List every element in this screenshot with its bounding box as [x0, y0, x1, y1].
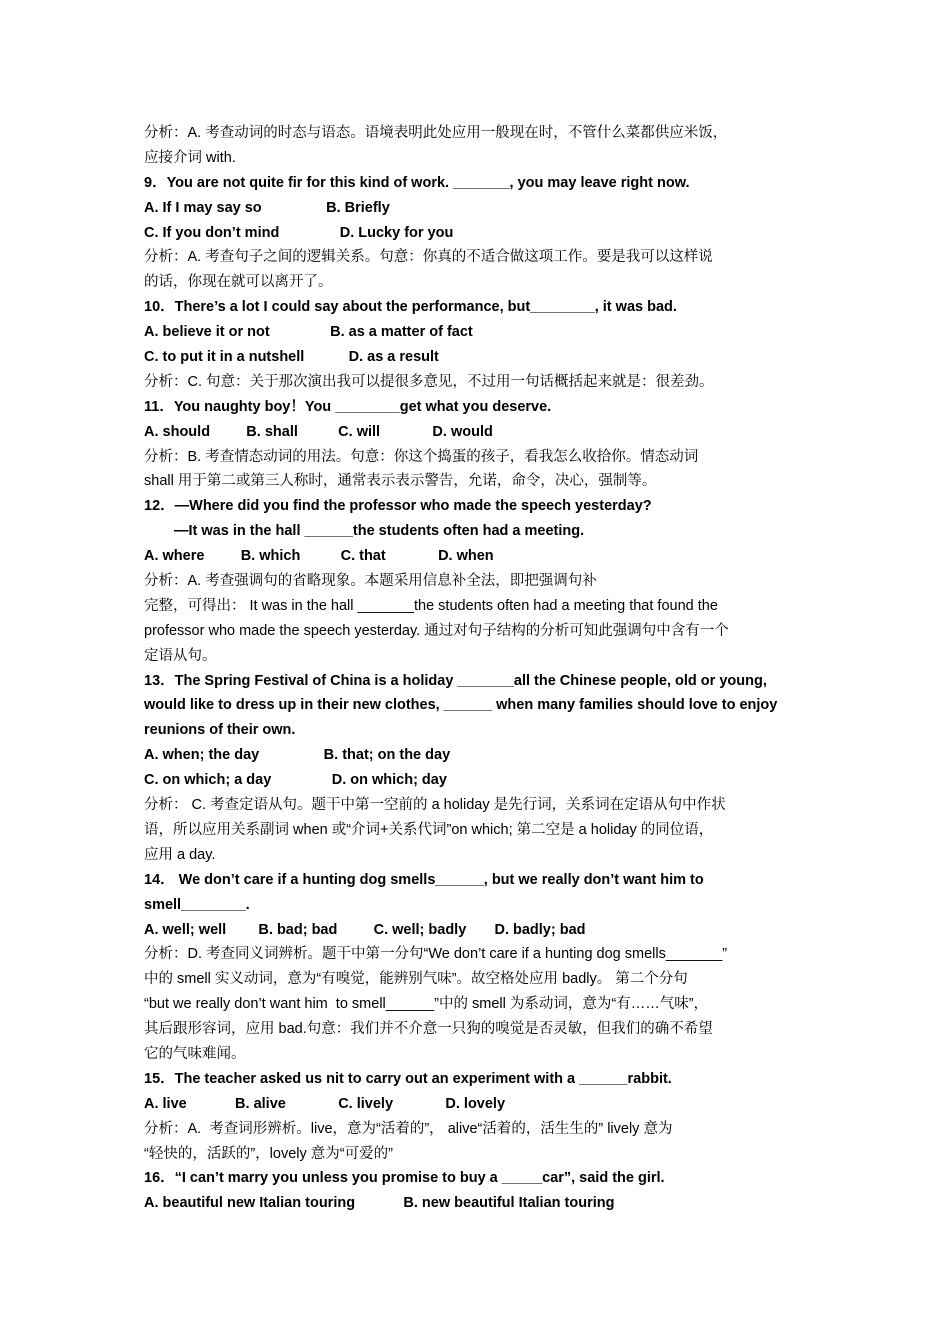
- question-13-line-2: would like to dress up in their new clothes, ______ when many families should love to enjoy: [144, 697, 778, 714]
- analysis-9-line-1: 分析：A. 考查句子之间的逻辑关系。句意：你真的不适合做这项工作。要是我可以这样说: [144, 249, 713, 266]
- question-11: 11．You naughty boy！You ________get what you deserve.: [144, 398, 552, 415]
- question-16: 16．“I can’t marry you unless you promise to buy a _____car”, said the girl.: [144, 1170, 665, 1187]
- question-13-line-3: reunions of their own.: [144, 722, 296, 739]
- question-15: 15．The teacher asked us nit to carry out an experiment with a ______rabbit.: [144, 1070, 672, 1087]
- analysis-8-line-1: 分析：A. 考查动词的时态与语态。语境表明此处应用一般现在时，不管什么菜都供应米饭，: [144, 125, 728, 141]
- question-13-options-ab: A. when; the day B. that; on the day: [144, 747, 451, 764]
- question-12-options: A. where B. which C. that D. when: [144, 548, 494, 565]
- question-9: 9．You are not quite fir for this kind of work. _______, you may leave right now.: [144, 174, 690, 191]
- analysis-13-line-3: 应用 a day.: [144, 846, 216, 863]
- question-12-reply: —It was in the hall ______the students often had a meeting.: [174, 523, 585, 540]
- analysis-13-line-1: 分析： C. 考查定语从句。题干中第一空前的 a holiday 是先行词，关系词在定语从句中作状: [144, 797, 726, 814]
- analysis-15-line-2: “轻快的，活跃的”，lovely 意为“可爱的”: [144, 1145, 393, 1162]
- question-14-line-1: 14． We don’t care if a hunting dog smells______, but we really don’t want him to: [144, 871, 704, 888]
- analysis-8-line-2: 应接介词 with.: [144, 149, 236, 166]
- analysis-13-line-2: 语，所以应用关系副词 when 或“介词+关系代词”on which; 第二空是 a holiday 的同位语，: [144, 821, 714, 838]
- question-12: 12．—Where did you find the professor who made the speech yesterday?: [144, 498, 652, 515]
- question-9-options-ab: A. If I may say so B. Briefly: [144, 199, 390, 216]
- question-10-options-ab: A. believe it or not B. as a matter of fact: [144, 324, 473, 341]
- question-14-line-2: smell________.: [144, 896, 250, 913]
- question-13-options-cd: C. on which; a day D. on which; day: [144, 772, 447, 789]
- analysis-10: 分析：C. 句意：关于那次演出我可以提很多意见，不过用一句话概括起来就是：很差劲。: [144, 373, 714, 390]
- question-13-line-1: 13．The Spring Festival of China is a holiday _______all the Chinese people, old or young,: [144, 672, 767, 689]
- analysis-11-line-1: 分析：B. 考查情态动词的用法。句意：你这个捣蛋的孩子，看我怎么收拾你。情态动词: [144, 448, 699, 465]
- document-body: [144, 121, 806, 1216]
- analysis-14-line-5: 它的气味难闻。: [144, 1045, 246, 1062]
- analysis-14-line-2: 中的 smell 实义动词，意为“有嗅觉，能辨别气味”。故空格处应用 badly。 第二个分句: [144, 971, 688, 988]
- question-16-options-ab: A. beautiful new Italian touring B. new beautiful Italian touring: [144, 1195, 615, 1212]
- analysis-12-line-4: 定语从句。: [144, 647, 217, 664]
- question-9-options-cd: C. If you don’t mind D. Lucky for you: [144, 224, 454, 241]
- analysis-11-line-2: shall 用于第二或第三人称时，通常表示表示警告，允诺，命令，决心，强制等。: [144, 473, 657, 490]
- question-11-options: A. should B. shall C. will D. would: [144, 423, 493, 440]
- question-10: 10．There’s a lot I could say about the performance, but________, it was bad.: [144, 299, 677, 316]
- analysis-14-line-1: 分析：D. 考查同义词辨析。题干中第一分句“We don’t care if a hunting dog smells_______”: [144, 946, 728, 963]
- question-14-options: A. well; well B. bad; bad C. well; badly D. badly; bad: [144, 921, 586, 938]
- analysis-12-line-2: 完整，可得出： It was in the hall _______the students often had a meeting that found the: [144, 597, 718, 614]
- analysis-14-line-4: 其后跟形容词，应用 bad.句意：我们并不介意一只狗的嗅觉是否灵敏，但我们的确不希望: [144, 1021, 713, 1038]
- question-15-options: A. live B. alive C. lively D. lovely: [144, 1095, 506, 1112]
- analysis-14-line-3: “but we really don’t want him to smell______”中的 smell 为系动词，意为“有……气味”，: [144, 996, 709, 1013]
- question-10-options-cd: C. to put it in a nutshell D. as a result: [144, 349, 439, 366]
- analysis-15-line-1: 分析：A. 考查词形辨析。live，意为“活着的”， alive“活着的，活生生的” lively 意为: [144, 1120, 673, 1137]
- analysis-12-line-3: professor who made the speech yesterday. 通过对句子结构的分析可知此强调句中含有一个: [144, 622, 729, 639]
- analysis-12-line-1: 分析：A. 考查强调句的省略现象。本题采用信息补全法，即把强调句补: [144, 573, 597, 590]
- analysis-9-line-2: 的话，你现在就可以离开了。: [144, 274, 333, 291]
